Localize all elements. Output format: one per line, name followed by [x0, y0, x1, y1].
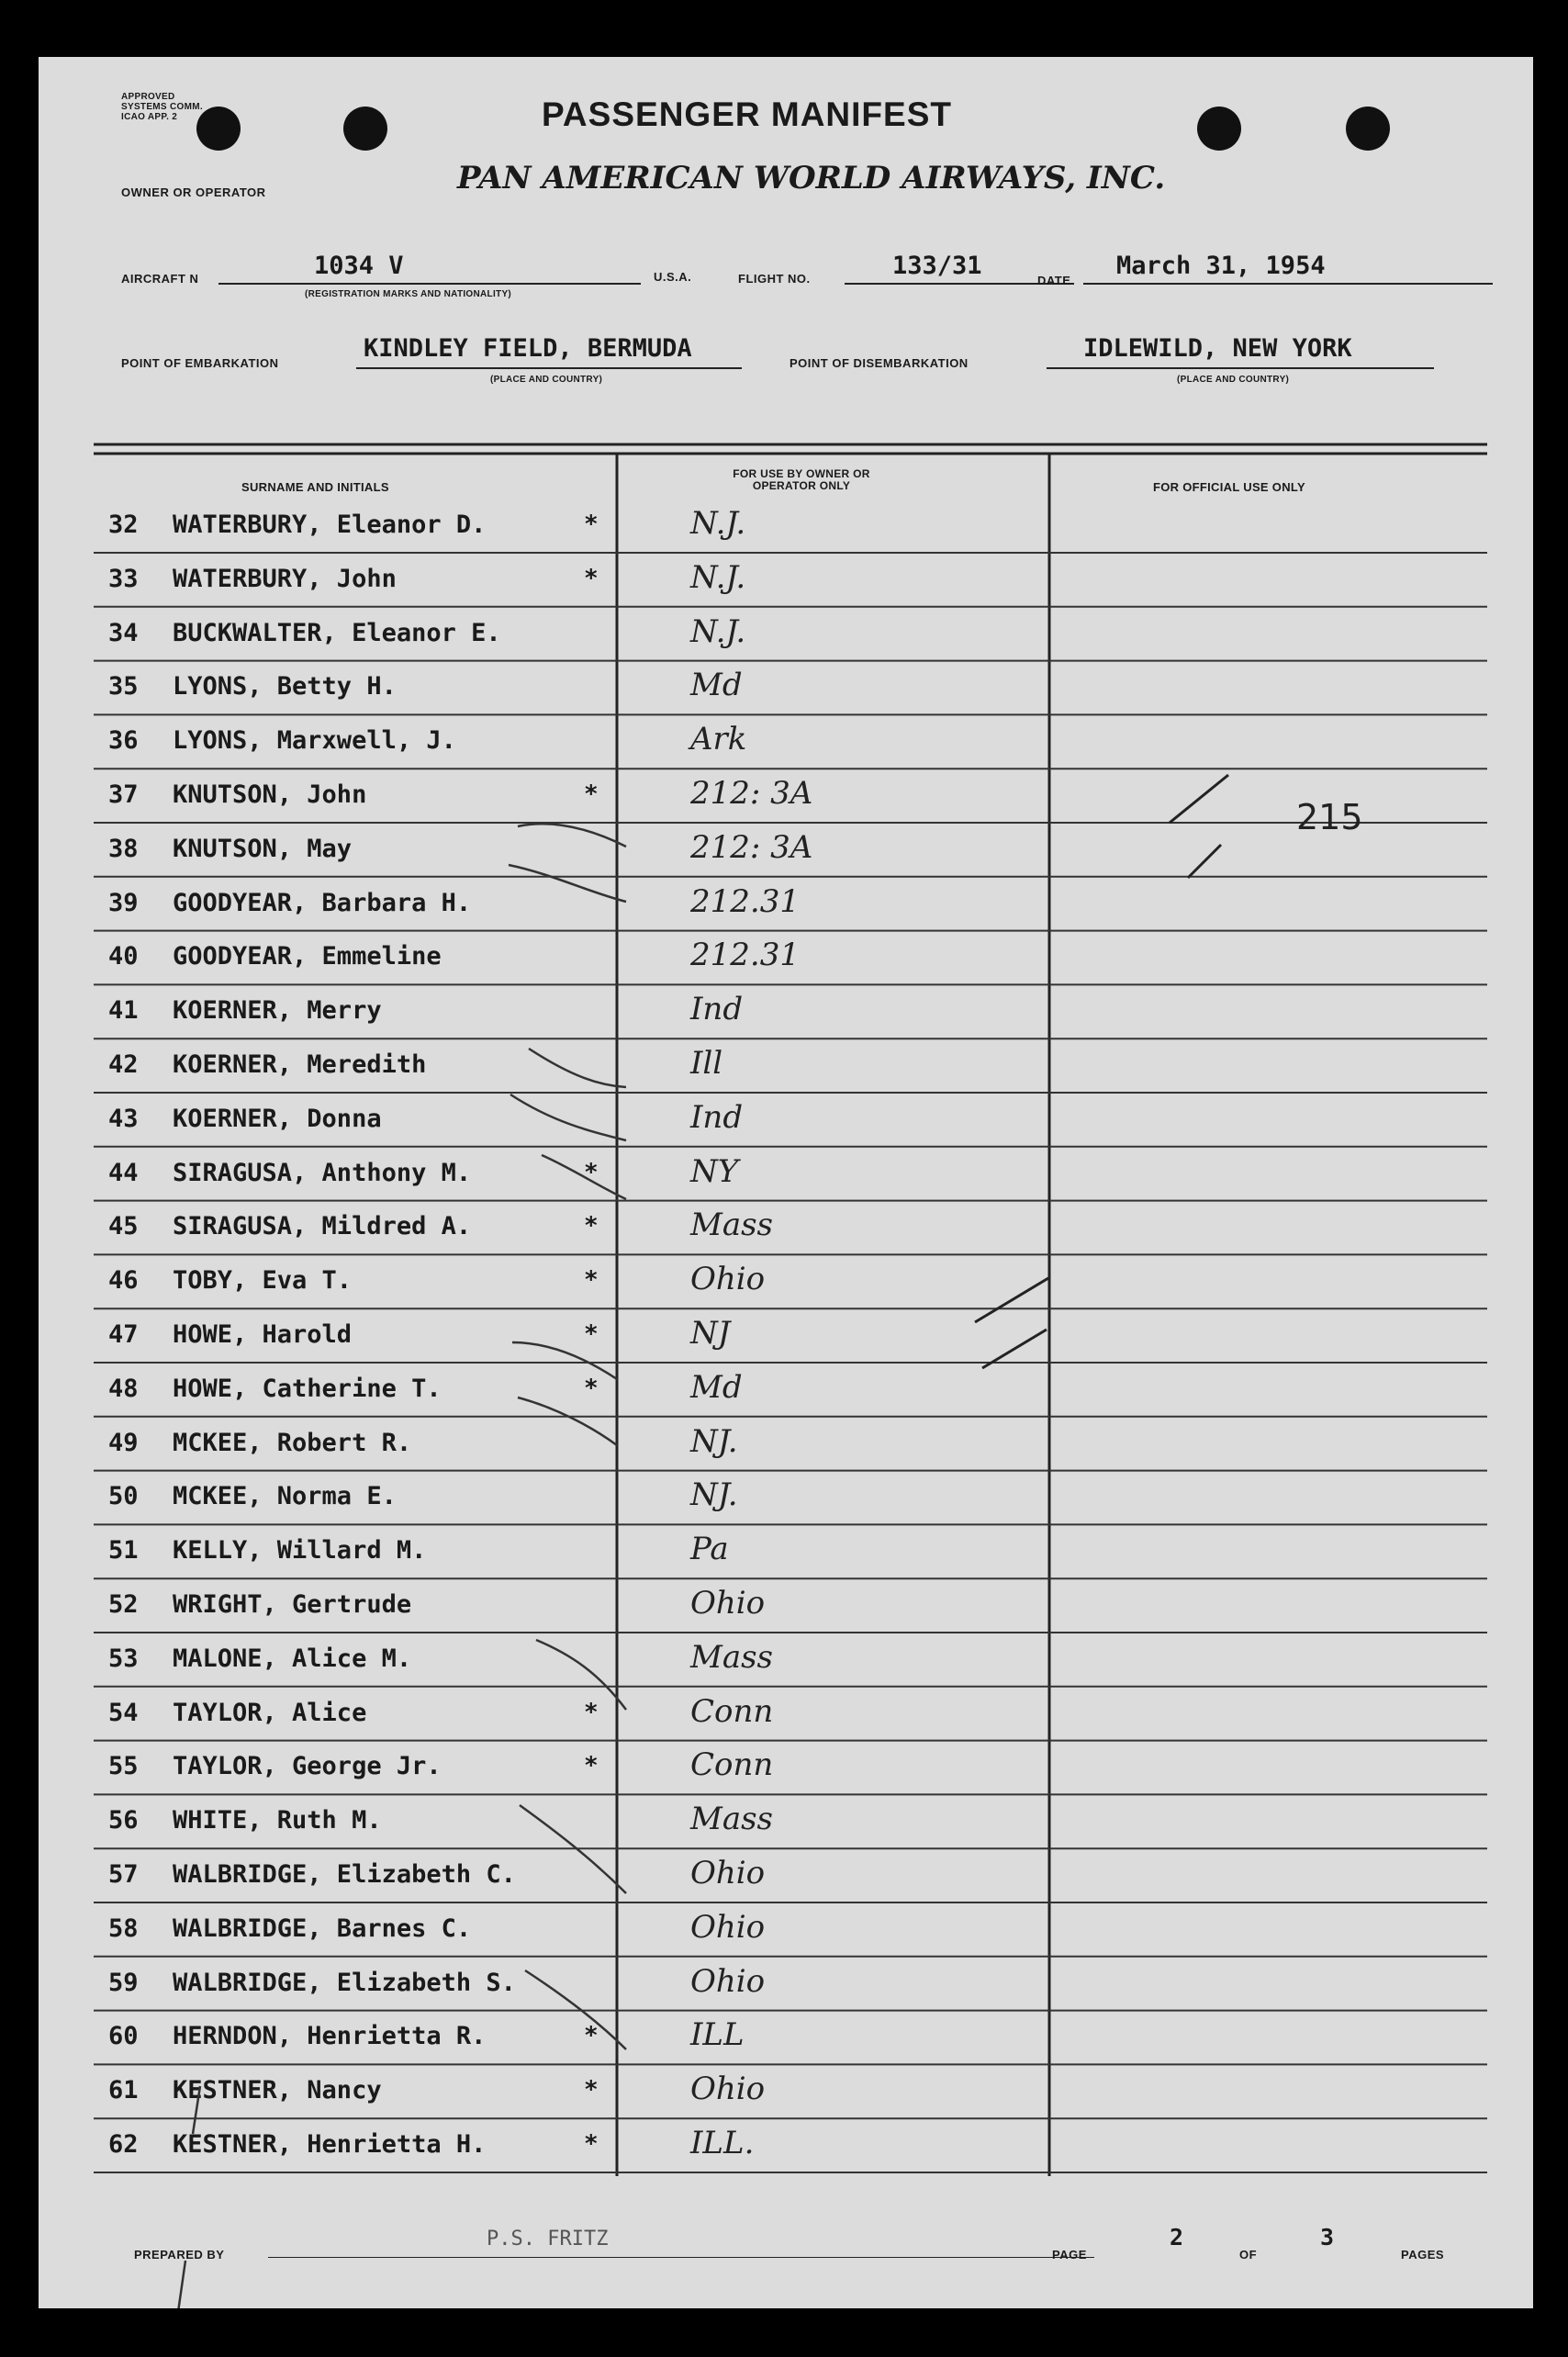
total-pages: 3 — [1320, 2224, 1335, 2250]
passenger-name: KESTNER, Henrietta H. — [173, 2130, 487, 2159]
row-number: 60 — [108, 2022, 139, 2051]
row-number: 61 — [108, 2076, 139, 2105]
page-label: PAGE — [1052, 2248, 1087, 2262]
asterisk-mark: * — [584, 1374, 599, 1402]
handwritten-note: 212: 3A — [690, 775, 813, 812]
row-number: 57 — [108, 1860, 139, 1889]
asterisk-mark: * — [584, 1212, 599, 1240]
flight-label: FLIGHT NO. — [738, 272, 811, 286]
passenger-name: WRIGHT, Gertrude — [173, 1590, 412, 1619]
pages-label: PAGES — [1401, 2248, 1445, 2262]
handwritten-note: Mass — [690, 1638, 773, 1676]
handwritten-note: N.J. — [690, 558, 746, 596]
handwritten-note: Conn — [690, 1692, 774, 1730]
row-number: 41 — [108, 996, 139, 1026]
row-number: 56 — [108, 1806, 139, 1835]
handwritten-note: ILL. — [690, 2125, 755, 2161]
disembarkation-value: IDLEWILD, NEW YORK — [1083, 334, 1352, 363]
row-number: 48 — [108, 1374, 139, 1403]
row-number: 62 — [108, 2130, 139, 2159]
aircraft-label: AIRCRAFT N — [121, 272, 199, 286]
handwritten-note: Md — [690, 1368, 743, 1406]
asterisk-mark: * — [584, 2022, 599, 2050]
handwritten-note: Ill — [690, 1045, 723, 1082]
passenger-name: WALBRIDGE, Barnes C. — [173, 1914, 472, 1943]
handwritten-note: 212.31 — [690, 937, 800, 974]
prepared-by-label: PREPARED BY — [134, 2248, 225, 2262]
official-use-column-header: FOR OFFICIAL USE ONLY — [1153, 480, 1305, 494]
passenger-name: KNUTSON, John — [173, 780, 367, 809]
passenger-name: LYONS, Marxwell, J. — [173, 726, 456, 756]
date-value: March 31, 1954 — [1116, 252, 1326, 280]
owner-label: OWNER OR OPERATOR — [121, 185, 266, 199]
row-number: 49 — [108, 1428, 139, 1457]
row-number: 32 — [108, 511, 139, 539]
row-number: 39 — [108, 888, 139, 917]
asterisk-mark: * — [584, 1698, 599, 1726]
disembarkation-sublabel: (PLACE AND COUNTRY) — [1177, 375, 1290, 385]
row-number: 46 — [108, 1266, 139, 1296]
passenger-name: BUCKWALTER, Eleanor E. — [173, 618, 501, 647]
row-number: 37 — [108, 780, 139, 809]
row-number: 52 — [108, 1590, 139, 1619]
asterisk-mark: * — [584, 564, 599, 592]
passenger-name: KELLY, Willard M. — [173, 1536, 427, 1566]
row-number: 51 — [108, 1536, 139, 1566]
owner-use-column-header: FOR USE BY OWNER OR OPERATOR ONLY — [733, 467, 870, 492]
prepared-by-value: P.S. FRITZ — [487, 2228, 609, 2250]
row-number: 42 — [108, 1050, 139, 1079]
handwritten-note: Mass — [690, 1207, 773, 1244]
page-title: PASSENGER MANIFEST — [542, 95, 952, 133]
handwritten-note: N.J. — [690, 612, 746, 650]
of-label: OF — [1239, 2248, 1258, 2262]
handwritten-note: Ind — [690, 991, 744, 1028]
row-number: 36 — [108, 726, 139, 756]
handwritten-note: Conn — [690, 1746, 774, 1784]
manifest-page — [39, 57, 1533, 2308]
asterisk-mark: * — [584, 1752, 599, 1780]
official-check-marks — [39, 57, 1533, 2308]
row-number: 45 — [108, 1212, 139, 1241]
passenger-name: KOERNER, Meredith — [173, 1050, 427, 1079]
passenger-name: MCKEE, Robert R. — [173, 1428, 412, 1457]
row-number: 54 — [108, 1698, 139, 1727]
owner-value: PAN AMERICAN WORLD AIRWAYS, INC. — [457, 160, 1166, 196]
passenger-name: SIRAGUSA, Mildred A. — [173, 1212, 472, 1241]
passenger-name: TAYLOR, Alice — [173, 1698, 367, 1727]
surname-column-header: SURNAME AND INITIALS — [241, 480, 389, 494]
date-label: DATE — [1037, 274, 1071, 287]
approved-line: SYSTEMS COMM. — [121, 102, 203, 112]
handwritten-note: Ohio — [690, 1908, 766, 1946]
handwritten-note: NJ. — [690, 1476, 738, 1514]
handwritten-note: Ind — [690, 1098, 744, 1136]
handwritten-note: 212: 3A — [690, 828, 813, 866]
passenger-name: TOBY, Eva T. — [173, 1266, 353, 1296]
passenger-name: MALONE, Alice M. — [173, 1644, 412, 1673]
asterisk-mark: * — [584, 780, 599, 808]
aircraft-value: 1034 V — [314, 252, 404, 280]
passenger-name: TAYLOR, George Jr. — [173, 1752, 442, 1781]
passenger-name: GOODYEAR, Barbara H. — [173, 888, 472, 917]
asterisk-mark: * — [584, 2076, 599, 2104]
row-number: 40 — [108, 942, 139, 971]
handwritten-note: Ohio — [690, 1962, 766, 2000]
usa-label: U.S.A. — [654, 270, 692, 284]
handwritten-note: NJ. — [690, 1422, 738, 1460]
row-number: 59 — [108, 1968, 139, 1997]
asterisk-mark: * — [584, 2130, 599, 2158]
passenger-name: LYONS, Betty H. — [173, 672, 397, 701]
approved-line: APPROVED — [121, 92, 175, 102]
passenger-name: KOERNER, Donna — [173, 1104, 382, 1133]
passenger-name: GOODYEAR, Emmeline — [173, 942, 442, 971]
approved-line: ICAO APP. 2 — [121, 112, 178, 122]
row-number: 53 — [108, 1644, 139, 1673]
row-number: 44 — [108, 1158, 139, 1187]
passenger-name: WALBRIDGE, Elizabeth S. — [173, 1968, 516, 1997]
embarkation-sublabel: (PLACE AND COUNTRY) — [490, 375, 603, 385]
handwritten-note: Ohio — [690, 1585, 766, 1622]
asterisk-mark: * — [584, 1266, 599, 1295]
embarkation-label: POINT OF EMBARKATION — [121, 356, 279, 370]
passenger-name: SIRAGUSA, Anthony M. — [173, 1158, 472, 1187]
page-number: 2 — [1170, 2224, 1184, 2250]
flight-value: 133/31 — [892, 252, 982, 280]
asterisk-mark: * — [584, 1158, 599, 1186]
passenger-name: HERNDON, Henrietta R. — [173, 2022, 487, 2051]
handwritten-note: 212.31 — [690, 882, 800, 920]
row-number: 35 — [108, 672, 139, 701]
embarkation-value: KINDLEY FIELD, BERMUDA — [364, 334, 692, 363]
asterisk-mark: * — [584, 1320, 599, 1348]
handwritten-note: Ohio — [690, 1855, 766, 1891]
handwritten-note: Mass — [690, 1801, 773, 1838]
passenger-name: MCKEE, Norma E. — [173, 1482, 397, 1511]
asterisk-mark: * — [584, 511, 599, 538]
handwritten-note: NY — [690, 1152, 739, 1190]
passenger-name: KESTNER, Nancy — [173, 2076, 382, 2105]
handwritten-note: Ohio — [690, 1261, 766, 1298]
passenger-name: KNUTSON, May — [173, 834, 353, 863]
row-number: 55 — [108, 1752, 139, 1781]
aircraft-sublabel: (REGISTRATION MARKS AND NATIONALITY) — [305, 289, 512, 299]
handwritten-note: Ohio — [690, 2071, 766, 2108]
row-number: 34 — [108, 618, 139, 647]
passenger-name: KOERNER, Merry — [173, 996, 382, 1026]
passenger-name: WHITE, Ruth M. — [173, 1806, 382, 1835]
handwritten-note: Md — [690, 667, 743, 704]
handwritten-note: Ark — [690, 721, 747, 758]
passenger-name: HOWE, Harold — [173, 1320, 353, 1349]
row-number: 33 — [108, 564, 139, 593]
official-note: 215 — [1296, 797, 1363, 837]
passenger-name: WATERBURY, Eleanor D. — [173, 511, 487, 539]
row-number: 38 — [108, 834, 139, 863]
row-number: 43 — [108, 1104, 139, 1133]
passenger-name: HOWE, Catherine T. — [173, 1374, 442, 1403]
handwritten-note: Pa — [690, 1531, 729, 1568]
row-number: 47 — [108, 1320, 139, 1349]
handwritten-note: NJ — [690, 1315, 731, 1352]
handwritten-note: ILL — [690, 2016, 745, 2054]
passenger-name: WATERBURY, John — [173, 564, 397, 593]
passenger-name: WALBRIDGE, Elizabeth C. — [173, 1860, 516, 1889]
row-number: 50 — [108, 1482, 139, 1511]
row-number: 58 — [108, 1914, 139, 1943]
handwritten-note: N.J. — [690, 505, 746, 542]
disembarkation-label: POINT OF DISEMBARKATION — [790, 356, 969, 370]
